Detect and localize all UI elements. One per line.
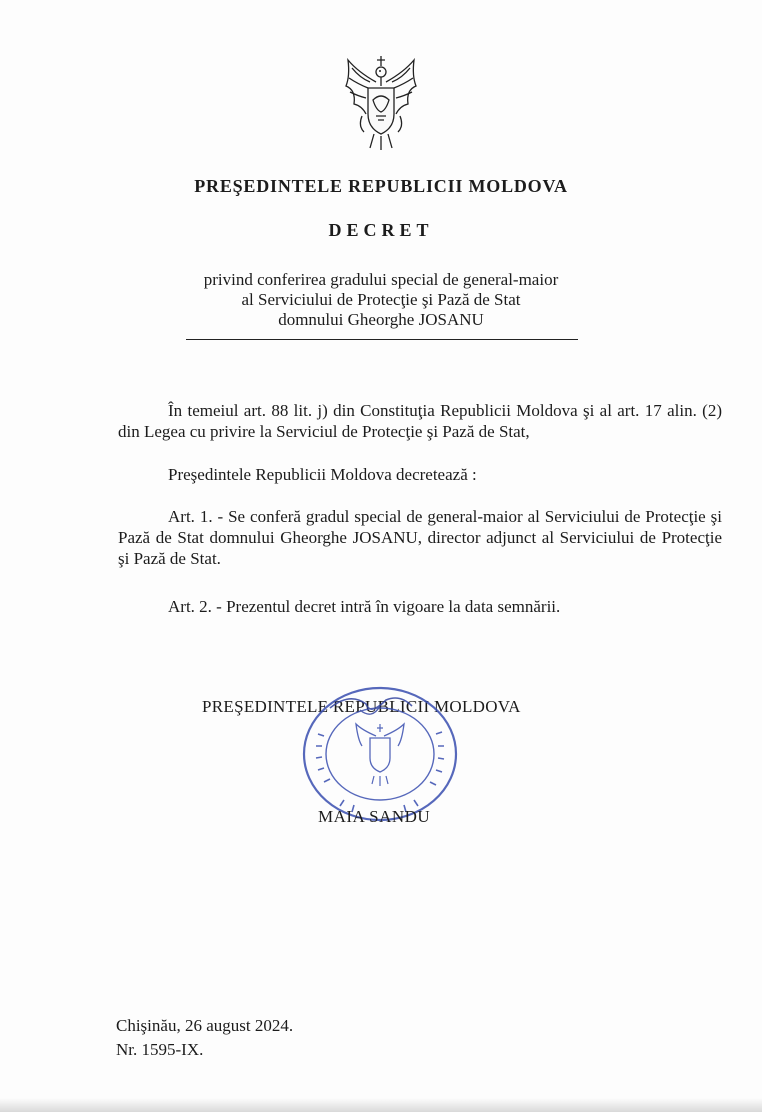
page-edge-shadow xyxy=(0,1098,762,1112)
article-2-paragraph xyxy=(118,596,722,617)
coat-of-arms-icon xyxy=(340,52,422,154)
official-seal-icon xyxy=(300,684,460,824)
place-and-date: Chişinău, 26 august 2024. xyxy=(116,1016,294,1035)
decree-number: Nr. 1595-IX. xyxy=(116,1040,204,1059)
decree-subject xyxy=(0,270,762,330)
signatory-title: PREŞEDINTELE REPUBLICII MOLDOVA xyxy=(202,697,521,716)
decrees-paragraph xyxy=(118,464,722,485)
preamble-text: În temeiul art. 88 lit. j) din Constituţia Republicii Moldova şi al art. 17 alin. (2) din Legea cu privire la Serviciul de Protecţie şi Pază de Stat, xyxy=(118,401,722,441)
signatory-name: MAIA SANDU xyxy=(318,807,431,826)
preamble-paragraph xyxy=(118,400,722,442)
institution-title: PREŞEDINTELE REPUBLICII MOLDOVA xyxy=(194,176,568,196)
subject-line: privind conferirea gradului special de general-maior xyxy=(203,270,559,289)
article-1-text: Art. 1. - Se conferă gradul special de general-maior al Serviciului de Protecţie şi Pază de Stat domnului Gheorghe JOSANU, director adjunct al Serviciului de Protecţie şi Pază de Stat. xyxy=(118,507,722,568)
decrees-text: Preşedintele Republicii Moldova decretează : xyxy=(168,465,477,484)
subject-line: domnului Gheorghe JOSANU xyxy=(278,310,484,329)
article-1-paragraph xyxy=(118,506,722,569)
document-type: DECRET xyxy=(328,220,434,240)
subject-line: al Serviciului de Protecţie şi Pază de Stat xyxy=(241,290,521,309)
subject-divider xyxy=(186,339,578,340)
article-2-text: Art. 2. - Prezentul decret intră în vigoare la data semnării. xyxy=(168,597,561,616)
